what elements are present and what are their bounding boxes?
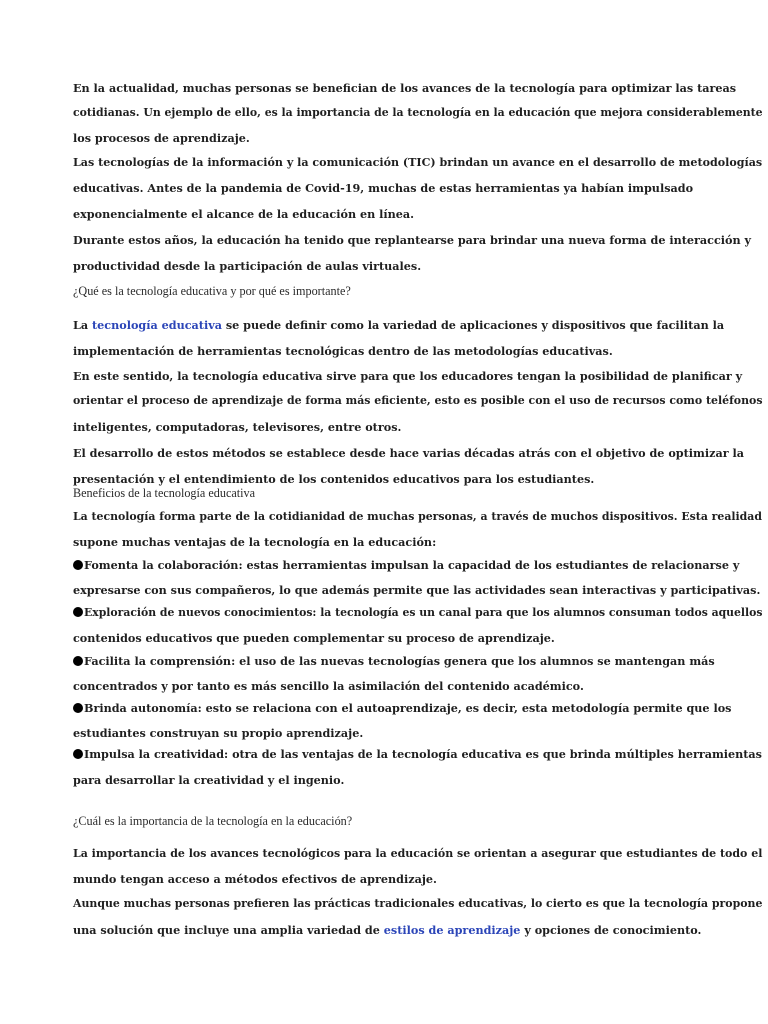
bullet-continuation: concentrados y por tanto es más sencillo la asimilación del contenido académico. [73, 679, 584, 693]
bullet-continuation: estudiantes construyan su propio aprendizaje. [73, 726, 364, 740]
text-segment: La [73, 318, 93, 332]
bullet-continuation: para desarrollar la creatividad y el ingenio. [73, 773, 345, 787]
bullet-continuation: expresarse con sus compañeros, lo que además permite que las actividades sean interactivas y participativas. [73, 583, 761, 597]
intro-line: educativas. Antes de la pandemia de Covid-19, muchas de estas herramientas ya habían impulsado [73, 181, 694, 195]
paragraph-line: orientar el proceso de aprendizaje de forma más eficiente, esto es posible con el uso de recursos como teléfonos [73, 394, 763, 407]
bullet-icon [73, 560, 83, 570]
bullet-icon [73, 607, 83, 617]
paragraph-line [73, 923, 701, 937]
intro-line: cotidianas. Un ejemplo de ello, es la importancia de la tecnología en la educación que mejora considerablemente [73, 106, 763, 119]
paragraph-line: inteligentes, computadoras, televisores, entre otros. [73, 420, 402, 434]
paragraph-line: La importancia de los avances tecnológicos para la educación se orientan a asegurar que estudiantes de todo el [73, 847, 763, 860]
intro-line: Las tecnologías de la información y la comunicación (TIC) brindan un avance en el desarrollo de metodologías [73, 156, 763, 169]
bullet-text: Exploración de nuevos conocimientos: la tecnología es un canal para que los alumnos consuman todos aquellos [84, 606, 763, 619]
bullet-text: Brinda autonomía: esto se relaciona con el autoaprendizaje, es decir, esta metodología permite que los [84, 701, 732, 715]
bullet-item [73, 558, 739, 572]
intro-line: En la actualidad, muchas personas se benefician de los avances de la tecnología para optimizar las tareas [73, 81, 737, 95]
bullet-icon [73, 656, 83, 666]
bullet-icon [73, 703, 83, 713]
bullet-text: Impulsa la creatividad: otra de las ventajas de la tecnología educativa es que brinda múltiples herramientas [84, 748, 762, 761]
bullet-text: Facilita la comprensión: el uso de las nuevas tecnologías genera que los alumnos se mantengan más [84, 654, 715, 668]
paragraph-line: mundo tengan acceso a métodos efectivos de aprendizaje. [73, 872, 437, 886]
text-segment: una solución que incluye una amplia variedad de [73, 923, 384, 937]
intro-line: Durante estos años, la educación ha tenido que replantearse para brindar una nueva forma de interacción y [73, 233, 752, 247]
bullet-item [73, 701, 731, 715]
paragraph-line: presentación y el entendimiento de los contenidos educativos para los estudiantes. [73, 472, 595, 486]
bullet-item [73, 748, 762, 762]
intro-line: exponencialmente el alcance de la educación en línea. [73, 207, 415, 221]
bullet-icon [73, 749, 83, 759]
text-segment: y opciones de conocimiento. [520, 923, 702, 937]
section-heading: ¿Qué es la tecnología educativa y por qué es importante? [73, 284, 351, 298]
section-heading: ¿Cuál es la importancia de la tecnología en la educación? [73, 814, 353, 828]
bullet-continuation: contenidos educativos que pueden complementar su proceso de aprendizaje. [73, 631, 555, 645]
text-segment: se puede definir como la variedad de aplicaciones y dispositivos que facilitan la [221, 318, 725, 332]
section-heading: Beneficios de la tecnología educativa [73, 486, 256, 500]
paragraph-line [73, 318, 724, 332]
estilos-de-aprendizaje-link[interactable]: estilos de aprendizaje [383, 923, 521, 937]
paragraph-line: Aunque muchas personas prefieren las prácticas tradicionales educativas, lo cierto es que la tecnología propone [73, 897, 763, 910]
paragraph-line: El desarrollo de estos métodos se establece desde hace varias décadas atrás con el objetivo de optimizar la [73, 446, 745, 460]
paragraph-line: En este sentido, la tecnología educativa sirve para que los educadores tengan la posibilidad de planificar y [73, 369, 743, 383]
intro-line: los procesos de aprendizaje. [73, 131, 250, 145]
bullet-item [73, 606, 762, 620]
bullet-item [73, 654, 715, 668]
bullet-text: Fomenta la colaboración: estas herramientas impulsan la capacidad de los estudiantes de relacionarse y [84, 558, 740, 572]
tecnologia-educativa-link[interactable]: tecnología educativa [92, 318, 222, 332]
paragraph-line: supone muchas ventajas de la tecnología en la educación: [73, 535, 437, 549]
paragraph-line: implementación de herramientas tecnológicas dentro de las metodologías educativas. [73, 344, 613, 358]
paragraph-line: La tecnología forma parte de la cotidianidad de muchas personas, a través de muchos dispositivos. Esta realidad [73, 510, 762, 523]
intro-line: productividad desde la participación de aulas virtuales. [73, 259, 422, 273]
